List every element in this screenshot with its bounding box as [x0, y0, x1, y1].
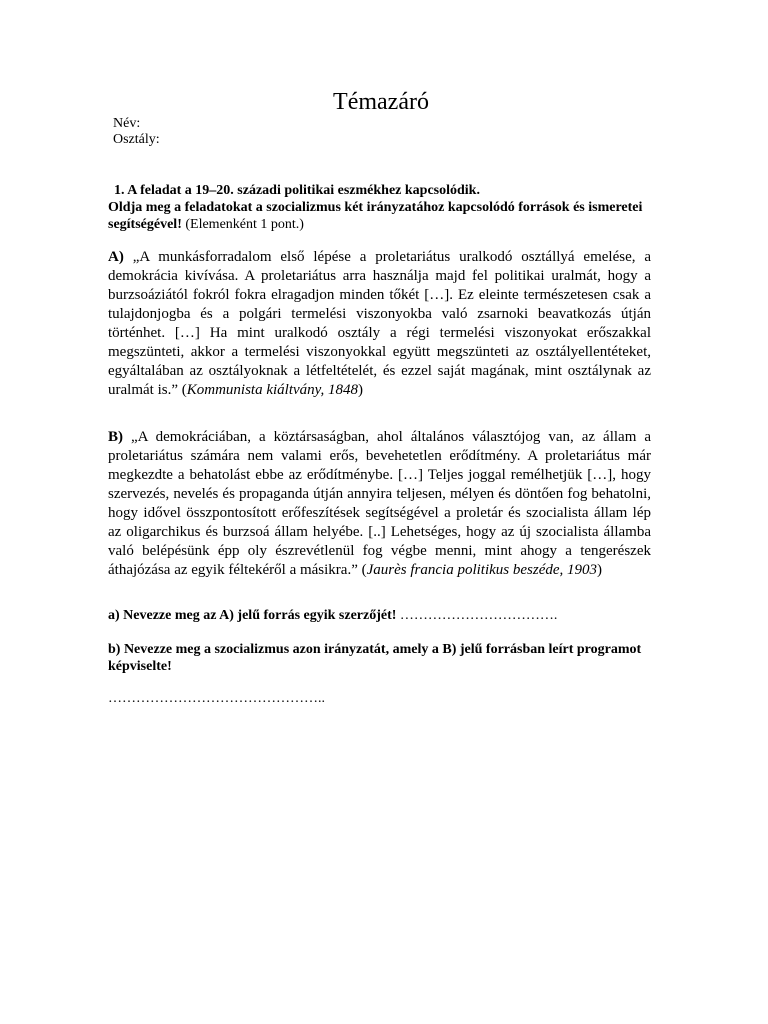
student-info	[113, 116, 160, 148]
page-title: Témazáró	[333, 89, 429, 115]
task-intro: 1. A feladat a 19–20. századi politikai eszmékhez kapcsolódik.	[114, 183, 480, 198]
name-label: Név:	[113, 116, 141, 131]
source-a	[108, 248, 651, 400]
question-a-answer-line: …………………………….	[396, 608, 558, 623]
source-b	[108, 428, 651, 580]
instruction-points: (Elemenként 1 pont.)	[181, 217, 304, 232]
source-a-text: „A munkásforradalom első lépése a proletariátus uralkodó osztállyá emelése, a demokrácia kivívása. A proletariátus arra használja majd fel politikai uralmát, hogy a burzsoáziától fokról fokra elragadjon minden tőkét […]. Ez eleinte természetesen csak a tulajdonjogba és a polgári termelési viszonyokba való zsarnoki beavatkozás útján történhet. […] Ha mint uralkodó osztály a régi termelési viszonyokat erőszakkal megszünteti, akkor a termelési viszonyokkal együtt megszünteti az osztályellentéteket, egyáltalában az osztályoknak a létfeltételét, és ezzel saját magának, mint osztálynak az uralmát is.” (	[108, 249, 651, 398]
question-b-text: b) Nevezze meg a szocializmus azon irányzatát, amely a B) jelű forrásban leírt programot képviselte!	[108, 642, 642, 674]
source-b-close: )	[597, 562, 603, 578]
source-a-label: A)	[108, 249, 124, 265]
question-b-answer-line: ………………………………………..	[108, 691, 325, 706]
source-b-text: „A demokráciában, a köztársaságban, ahol általános választójog van, az állam a proletariátus számára nem valami erős, bevehetetlen erődítmény. A proletariátus már megkezdte a behatolást ebbe az erődítménybe. […] Teljes joggal remélhetjük […], hogy szervezés, nevelés és propaganda útján annyira teljesen, mélyen és döntően fog behatolni, hogy idővel összpontosított erőfeszítések segítségével a proletár és szocialista állam lép az oligarchikus és burzsoá állam helyébe. [..] Lehetséges, hogy az új szocialista államba való belépésünk épp oly észrevétlenül fog végbe menni, mint ahogy a tengerészek áthajózása az egyik féltekéről a másikra.” (	[108, 429, 651, 578]
source-a-citation: Kommunista kiáltvány, 1848	[186, 382, 358, 398]
source-a-close: )	[357, 382, 363, 398]
question-a	[108, 607, 651, 624]
question-a-text: a) Nevezze meg az A) jelű forrás egyik szerzőjét!	[108, 608, 397, 623]
instruction-text: Oldja meg a feladatokat a szocializmus két irányzatához kapcsolódó források és ismeretei segítségével!	[108, 200, 643, 232]
source-b-citation: Jaurès francia politikus beszéde, 1903	[366, 562, 598, 578]
task-heading	[108, 182, 651, 233]
source-b-label: B)	[108, 429, 123, 445]
question-b	[108, 641, 651, 675]
class-label: Osztály:	[113, 132, 160, 147]
task-instruction	[108, 199, 651, 233]
